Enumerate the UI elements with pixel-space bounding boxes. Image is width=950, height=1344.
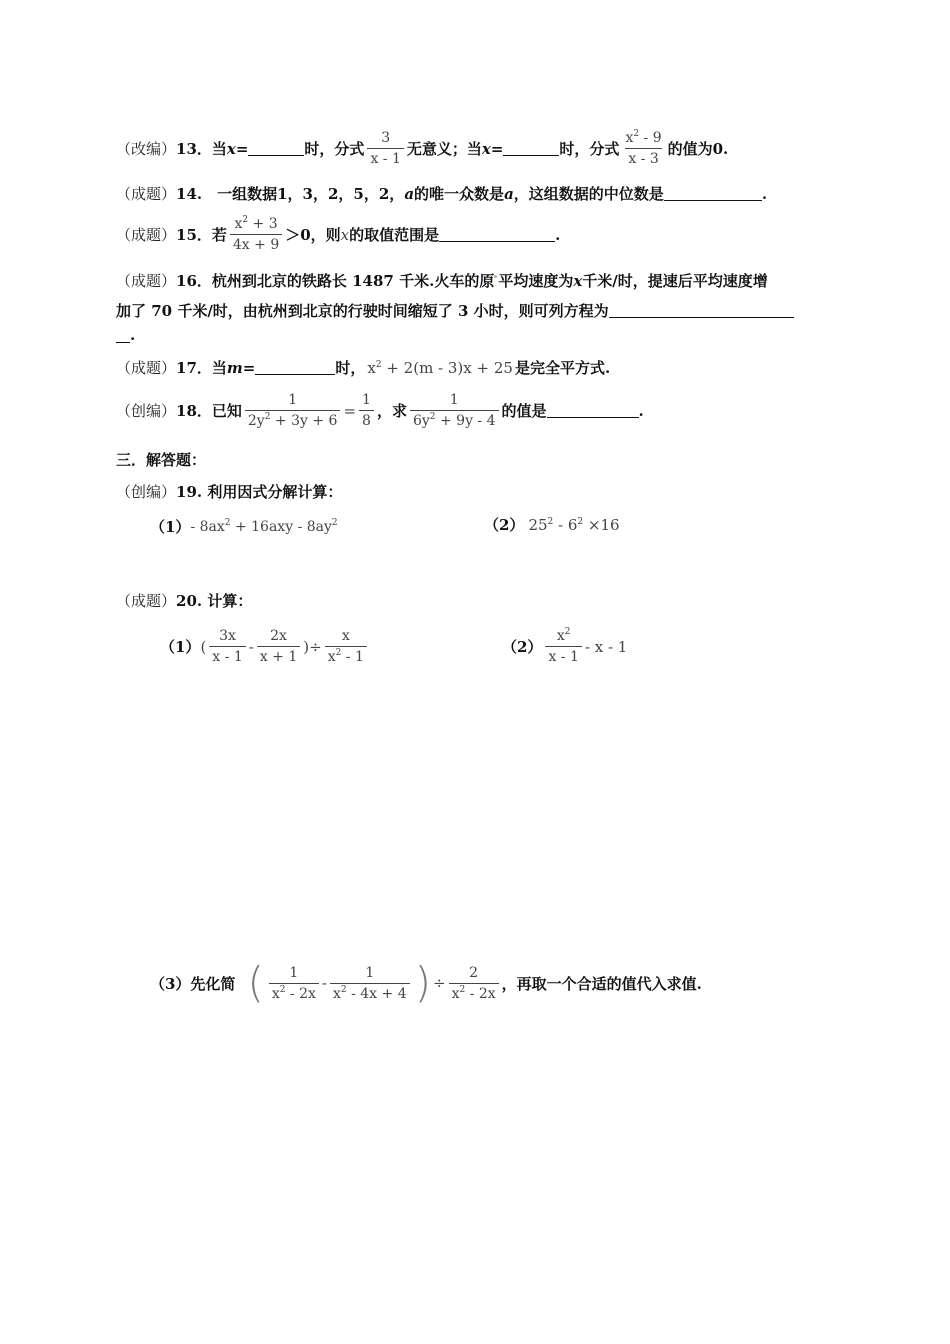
minus-sign: - xyxy=(321,974,327,992)
question-text: 17．当 xyxy=(176,359,227,377)
math-expression: $25^2 - 6^2 \times 16$ xyxy=(528,515,620,534)
period: . xyxy=(761,184,768,203)
numerator: 2 xyxy=(469,964,479,981)
denominator: $x^2 - 1$ xyxy=(325,646,367,665)
question-text: 18．已知 xyxy=(176,402,242,420)
fraction xyxy=(410,392,499,429)
period: . xyxy=(638,401,644,420)
fraction xyxy=(209,628,245,665)
fraction xyxy=(230,216,282,253)
stray-mark xyxy=(494,275,497,278)
close-paren: ) xyxy=(303,637,310,656)
variable: x xyxy=(226,139,236,158)
minus-sign: - xyxy=(248,637,254,656)
fraction xyxy=(367,130,403,167)
math-expression: $x^2 + 2(m - 3)x + 25$ xyxy=(367,358,513,377)
equals-sign: = xyxy=(343,401,357,420)
denominator: x - 3 xyxy=(625,148,661,167)
fraction xyxy=(545,628,581,665)
question-source-tag: （成题） xyxy=(116,592,177,610)
question-16-line2 xyxy=(116,300,794,321)
numerator: $x^2 - 9$ xyxy=(625,129,662,146)
denominator: x - 1 xyxy=(209,646,245,665)
question-text: 16．杭州到北京的铁路长 1487 千米. xyxy=(176,272,435,290)
question-source-tag: （创编） xyxy=(116,483,177,501)
answer-blank[interactable] xyxy=(547,403,639,418)
denominator: x - 1 xyxy=(367,148,403,167)
open-paren: ( xyxy=(200,637,207,656)
question-source-tag: （创编） xyxy=(116,402,177,420)
answer-blank[interactable] xyxy=(609,303,794,318)
fraction xyxy=(245,392,341,429)
numerator: $x^2$ xyxy=(556,627,571,644)
part-label: （1） xyxy=(150,518,191,536)
question-18 xyxy=(116,392,644,429)
question-text: 15．若 xyxy=(176,226,227,244)
question-13 xyxy=(116,130,728,167)
question-text: 的值为0. xyxy=(667,140,729,158)
fraction xyxy=(257,628,300,665)
answer-blank[interactable] xyxy=(664,186,762,201)
numerator: 1 xyxy=(365,964,375,981)
variable: a xyxy=(504,184,514,203)
question-text: 是完全平方式. xyxy=(514,359,611,377)
question-19 xyxy=(116,481,342,502)
question-text: 的取值范围是 xyxy=(349,226,440,244)
section-title xyxy=(116,449,206,470)
denominator: $6y^2 + 9y - 4$ xyxy=(410,410,499,429)
question-text: 的唯一众数是 xyxy=(414,185,505,203)
question-text: 平均速度为 xyxy=(498,272,574,290)
question-20-part-3 xyxy=(150,958,702,1007)
answer-blank[interactable] xyxy=(255,360,335,375)
numerator: 3 xyxy=(381,130,391,146)
math-expression: - $8ax^2 + 16axy - 8ay^2$ xyxy=(190,517,338,535)
numerator: 1 xyxy=(449,392,459,408)
question-19-part-1 xyxy=(150,516,338,537)
question-text: ，再取一个合适的值代入求值. xyxy=(501,974,702,993)
numerator: 1 xyxy=(288,392,298,408)
numerator: 1 xyxy=(362,392,371,408)
equals-sign: = xyxy=(490,139,504,158)
question-text: 时，分式 xyxy=(304,140,365,158)
question-source-tag: （改编） xyxy=(116,140,177,158)
open-paren: ( xyxy=(247,958,264,1007)
denominator: $x^2 - 2x$ xyxy=(269,983,319,1002)
question-15 xyxy=(116,216,560,253)
close-paren: ) xyxy=(414,958,432,1007)
equals-sign: = xyxy=(242,358,256,377)
fraction xyxy=(359,392,374,429)
question-text: 时， xyxy=(335,359,366,377)
part-label: （1） xyxy=(160,638,201,656)
denominator: 8 xyxy=(359,410,374,429)
fraction xyxy=(330,965,410,1002)
question-text: 无意义；当 xyxy=(406,140,482,158)
question-17 xyxy=(116,357,610,378)
question-text: 千米/时，提速后平均速度增 xyxy=(582,272,768,290)
numerator: $x^2 + 3$ xyxy=(234,215,278,232)
math-expression: - x - 1 xyxy=(584,637,628,656)
part-label: （2） xyxy=(502,638,543,656)
answer-blank[interactable] xyxy=(248,141,304,156)
fraction xyxy=(449,965,499,1002)
numerator: 1 xyxy=(289,964,299,981)
fraction xyxy=(269,965,319,1002)
numerator: 3x xyxy=(219,628,236,644)
denominator: x - 1 xyxy=(545,646,581,665)
question-text: 加了 70 千米/时，由杭州到北京的行驶时间缩短了 3 小时，则可列方程为 xyxy=(116,302,609,320)
answer-blank-continued[interactable] xyxy=(116,328,130,343)
question-20-part-2 xyxy=(502,628,627,665)
question-source-tag: （成题） xyxy=(116,226,177,244)
fraction xyxy=(325,628,367,665)
section-heading: 三．解答题： xyxy=(116,451,207,469)
variable: x xyxy=(481,139,491,158)
fraction xyxy=(622,130,664,167)
period: . xyxy=(555,225,561,244)
question-text: 的值是 xyxy=(501,402,547,420)
question-text: 19. 利用因式分解计算： xyxy=(176,483,343,501)
denominator: $x^2 - 2x$ xyxy=(449,983,499,1002)
period: . xyxy=(130,326,136,344)
divide-sign: ÷ xyxy=(309,637,322,656)
answer-blank[interactable] xyxy=(439,227,555,242)
question-text: 火车的原 xyxy=(434,272,495,290)
question-text: 13．当 xyxy=(176,140,227,158)
denominator: 4x + 9 xyxy=(230,234,282,253)
question-source-tag: （成题） xyxy=(116,272,177,290)
question-16-line3 xyxy=(116,326,135,344)
part-label: （2） xyxy=(484,516,525,534)
question-source-tag: （成题） xyxy=(116,185,177,203)
question-source-tag: （成题） xyxy=(116,359,177,377)
variable: x xyxy=(573,271,583,290)
answer-blank[interactable] xyxy=(503,141,559,156)
question-20 xyxy=(116,590,252,611)
question-text: 20. 计算： xyxy=(176,592,253,610)
equals-sign: = xyxy=(235,139,249,158)
numerator: x xyxy=(341,628,350,644)
numerator: 2x xyxy=(270,628,287,644)
question-text: ，求 xyxy=(376,402,407,420)
question-20-part-1 xyxy=(160,628,370,665)
question-16 xyxy=(116,270,768,291)
question-text: 14. 一组数据1，3，2，5，2， xyxy=(176,185,405,203)
question-19-part-2 xyxy=(484,514,620,535)
denominator: x + 1 xyxy=(257,646,300,665)
denominator: $2y^2 + 3y + 6$ xyxy=(245,410,341,429)
question-text: ＞0，则 xyxy=(285,226,341,244)
question-14 xyxy=(116,183,767,204)
denominator: $x^2 - 4x + 4$ xyxy=(330,983,410,1002)
variable: x xyxy=(340,225,350,244)
divide-sign: ÷ xyxy=(433,974,446,992)
part-label: （3）先化简 xyxy=(150,974,236,993)
question-text: 时，分式 xyxy=(559,140,620,158)
variable: m xyxy=(226,358,243,377)
variable: a xyxy=(404,184,415,203)
question-text: ，这组数据的中位数是 xyxy=(513,185,664,203)
